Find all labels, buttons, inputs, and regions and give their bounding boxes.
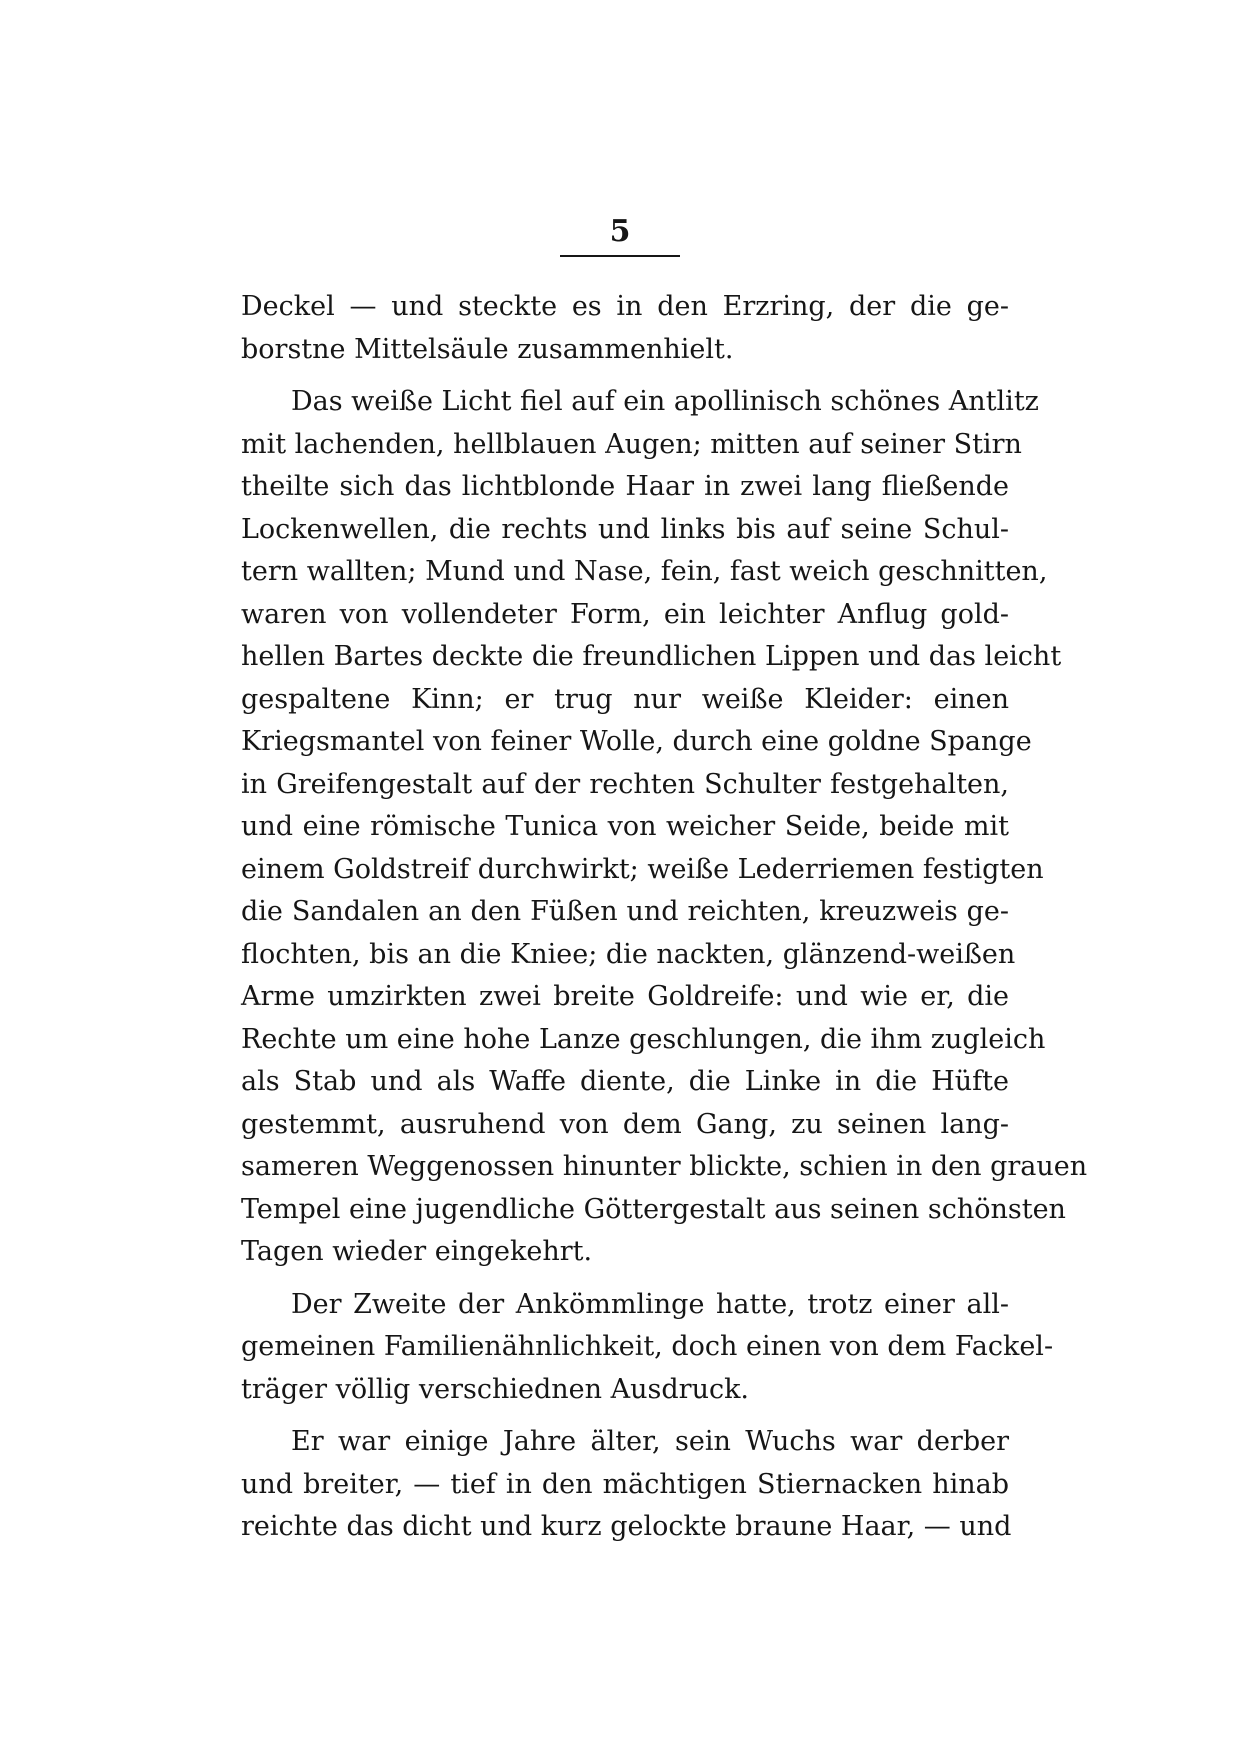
text-line: mit lachenden, hellblauen Augen; mitten auf seiner Stirn: [241, 428, 1022, 460]
text-line: sameren Weggenossen hinunter blickte, schien in den grauen: [241, 1151, 1088, 1182]
paragraph-gap: [241, 1274, 1009, 1284]
paragraph: [241, 1421, 1012, 1549]
text-line: einem Goldstreif durchwirkt; weiße Lederriemen festigten: [241, 853, 1044, 885]
text-line: und eine römische Tunica von weicher Seide, beide mit: [241, 811, 1009, 842]
page-number: 5: [609, 214, 631, 249]
text-line: Das weiße Licht fiel auf ein apollinisch schönes Antlitz: [291, 386, 1039, 417]
text-line: Er war einige Jahre älter, sein Wuchs war derber: [291, 1426, 1009, 1457]
text-line: hellen Bartes deckte die freundlichen Lippen und das leicht: [241, 641, 1062, 672]
text-line: träger völlig verschiednen Ausdruck.: [241, 1373, 750, 1405]
text-line: waren von vollendeter Form, ein leichter Anflug gold-: [241, 598, 1009, 630]
text-line: Tempel eine jugendliche Göttergestalt aus seinen schönsten: [241, 1193, 1066, 1225]
paragraph: [241, 1284, 1054, 1412]
text-line: borstne Mittelsäule zusammenhielt.: [241, 333, 734, 365]
text-line: Lockenwellen, die rechts und links bis auf seine Schul-: [241, 513, 1009, 545]
text-line: tern wallten; Mund und Nase, fein, fast weich geschnitten,: [241, 556, 1048, 587]
text-line: und breiter, — tief in den mächtigen Stiernacken hinab: [241, 1468, 1009, 1500]
text-line: gestemmt, ausruhend von dem Gang, zu seinen lang-: [241, 1108, 1009, 1140]
text-line: in Greifengestalt auf der rechten Schulter festgehalten,: [241, 768, 1009, 800]
text-line: Arme umzirkten zwei breite Goldreife: und wie er, die: [241, 981, 1009, 1012]
text-line: reichte das dicht und kurz gelockte braune Haar, — und: [241, 1511, 1012, 1542]
paragraph: [241, 381, 1088, 1274]
text-line: flochten, bis an die Kniee; die nackten, glänzend-weißen: [241, 938, 1016, 970]
text-line: Tagen wieder eingekehrt.: [241, 1236, 593, 1267]
text-line: als Stab und als Waffe diente, die Linke in die Hüfte: [241, 1066, 1009, 1097]
paragraph-gap: [241, 371, 1009, 381]
page-number-rule: [560, 255, 680, 257]
text-line: die Sandalen an den Füßen und reichten, kreuzweis ge-: [241, 896, 1009, 927]
paragraph: [241, 286, 1009, 371]
text-line: Der Zweite der Ankömmlinge hatte, trotz einer all-: [291, 1288, 1009, 1320]
text-line: gespaltene Kinn; er trug nur weiße Kleider: einen: [241, 683, 1009, 715]
body-text: [241, 286, 1088, 1549]
text-line: Deckel — und steckte es in den Erzring, der die ge-: [241, 291, 1009, 322]
text-line: theilte sich das lichtblonde Haar in zwei lang fließende: [241, 471, 1009, 502]
text-line: gemeinen Familienähnlichkeit, doch einen von dem Fackel-: [241, 1331, 1054, 1362]
text-line: Rechte um eine hohe Lanze geschlungen, die ihm zugleich: [241, 1023, 1046, 1055]
paragraph-gap: [241, 1411, 1009, 1421]
text-line: Kriegsmantel von feiner Wolle, durch eine goldne Spange: [241, 726, 1032, 757]
